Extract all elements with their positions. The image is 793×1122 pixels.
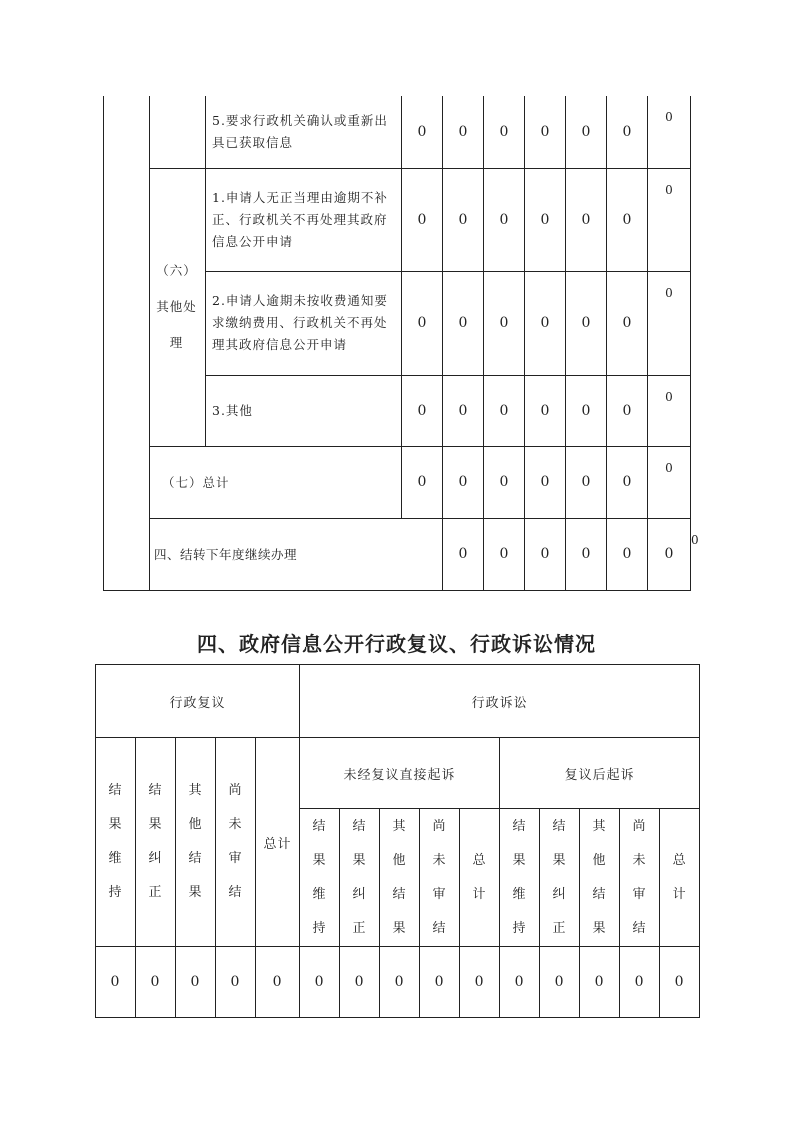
- direct-col-header-3-char: 结: [392, 886, 407, 902]
- other-processing-category: （六）其他处理: [150, 168, 206, 446]
- direct-col-header-3-char: 他: [392, 852, 407, 868]
- review-col-header-1-char: 维: [108, 851, 123, 866]
- after-col-header-4-char: 未: [632, 852, 647, 868]
- total-value-5: 0: [566, 446, 607, 518]
- processing-results-body: [104, 96, 699, 590]
- review-col-header-1-char: 果: [108, 817, 123, 832]
- result-value-1: 0: [96, 947, 136, 1018]
- result-value-7: 0: [340, 947, 380, 1018]
- after-col-header-3-char: 他: [592, 852, 607, 868]
- direct-col-header-2-char: 正: [352, 920, 367, 936]
- other-processing-2-note-value: 0: [665, 285, 673, 300]
- direct-col-header-2: [340, 809, 380, 947]
- review-litigation-table: [95, 664, 700, 1018]
- row-confirm-value-5: 0: [566, 96, 607, 168]
- result-value-5: 0: [256, 947, 300, 1018]
- table-row: [104, 96, 691, 168]
- review-col-header-1-char: 结: [108, 783, 123, 798]
- other-processing-3-value-6: 0: [607, 375, 648, 446]
- row-confirm-note-value: 0: [665, 110, 673, 124]
- total-note-value: 0: [665, 460, 673, 475]
- after-col-header-4-char: 尚: [632, 818, 647, 834]
- result-value-9: 0: [420, 947, 460, 1018]
- after-col-header-2-char: 果: [552, 852, 567, 868]
- other-processing-2-value-1: 0: [402, 271, 443, 375]
- other-processing-label-3: 3.其他: [206, 375, 402, 446]
- result-value-13: 0: [580, 947, 620, 1018]
- review-col-header-1-char: 持: [108, 885, 123, 900]
- direct-col-header-1: [300, 809, 340, 947]
- after-col-header-2: [540, 809, 580, 947]
- total-label: （七）总计: [150, 446, 402, 518]
- result-value-4: 0: [216, 947, 256, 1018]
- review-col-header-4-char: 尚: [228, 783, 243, 798]
- carry-over-value-6: 0: [648, 518, 691, 590]
- after-col-header-4: [620, 809, 660, 947]
- row-confirm-value-3: 0: [484, 96, 525, 168]
- direct-col-header-2-char: 结: [352, 818, 367, 834]
- other-processing-1-note: [648, 168, 691, 271]
- carry-over-value-2: 0: [484, 518, 525, 590]
- table-row: [104, 446, 691, 518]
- row-confirm-note: [648, 96, 691, 168]
- after-col-header-1-char: 维: [512, 886, 527, 902]
- direct-col-header-1-char: 维: [312, 886, 327, 902]
- other-processing-2-value-6: 0: [607, 271, 648, 375]
- after-col-header-5: [660, 809, 700, 947]
- direct-col-header-1-char: 持: [312, 920, 327, 936]
- review-col-header-3-char: 结: [188, 851, 203, 866]
- after-col-header-5-char: 总: [672, 852, 687, 868]
- row-confirm-value-2: 0: [443, 96, 484, 168]
- row-confirm-label: 5.要求行政机关确认或重新出具已获取信息: [206, 96, 402, 168]
- after-col-header-3-char: 其: [592, 818, 607, 834]
- carry-over-value-4: 0: [566, 518, 607, 590]
- result-value-12: 0: [540, 947, 580, 1018]
- direct-col-header-3-char: 其: [392, 818, 407, 834]
- review-col-header-2: [136, 738, 176, 947]
- processing-results-table: [103, 96, 699, 591]
- other-processing-3-value-1: 0: [402, 375, 443, 446]
- total-value-2: 0: [443, 446, 484, 518]
- other-processing-1-note-value: 0: [665, 182, 673, 197]
- total-value-1: 0: [402, 446, 443, 518]
- table-row: [104, 168, 691, 271]
- review-col-header-4: [216, 738, 256, 947]
- result-value-11: 0: [500, 947, 540, 1018]
- other-processing-1-value-5: 0: [566, 168, 607, 271]
- other-processing-label-1: 1.申请人无正当理由逾期不补正、行政机关不再处理其政府信息公开申请: [206, 168, 402, 271]
- direct-col-header-1-char: 结: [312, 818, 327, 834]
- carry-over-label: 四、结转下年度继续办理: [150, 518, 443, 590]
- section-title: 四、政府信息公开行政复议、行政诉讼情况: [197, 632, 596, 656]
- other-processing-1-value-1: 0: [402, 168, 443, 271]
- after-col-header-2-char: 正: [552, 920, 567, 936]
- result-value-15: 0: [660, 947, 700, 1018]
- review-header: 行政复议: [96, 665, 300, 738]
- after-col-header-4-char: 审: [632, 886, 647, 902]
- result-value-6: 0: [300, 947, 340, 1018]
- review-col-header-3-char: 果: [188, 885, 203, 900]
- direct-col-header-4-char: 尚: [432, 818, 447, 834]
- direct-col-header-3-char: 果: [392, 920, 407, 936]
- review-col-header-3-char: 他: [188, 817, 203, 832]
- direct-col-header-4-char: 未: [432, 852, 447, 868]
- result-value-14: 0: [620, 947, 660, 1018]
- direct-col-header-4-char: 审: [432, 886, 447, 902]
- other-processing-2-value-3: 0: [484, 271, 525, 375]
- other-processing-3-value-2: 0: [443, 375, 484, 446]
- row-confirm-value-4: 0: [525, 96, 566, 168]
- row-confirm-value-6: 0: [607, 96, 648, 168]
- review-col-header-2-char: 纠: [148, 851, 163, 866]
- review-col-header-2-char: 正: [148, 885, 163, 900]
- litigation-header: 行政诉讼: [300, 665, 700, 738]
- other-processing-1-value-4: 0: [525, 168, 566, 271]
- after-col-header-3-char: 果: [592, 920, 607, 936]
- total-value-3: 0: [484, 446, 525, 518]
- review-col-header-2-char: 结: [148, 783, 163, 798]
- direct-col-header-5-char: 计: [472, 886, 487, 902]
- total-value-4: 0: [525, 446, 566, 518]
- direct-col-header-1-char: 果: [312, 852, 327, 868]
- after-col-header-1: [500, 809, 540, 947]
- review-col-header-4-char: 审: [228, 851, 243, 866]
- after-review-header: 复议后起诉: [500, 738, 700, 809]
- other-processing-3-value-3: 0: [484, 375, 525, 446]
- result-value-2: 0: [136, 947, 176, 1018]
- other-processing-3-value-4: 0: [525, 375, 566, 446]
- direct-col-header-4: [420, 809, 460, 947]
- review-litigation-body: [96, 665, 700, 1018]
- other-processing-label-2: 2.申请人逾期未按收费通知要求缴纳费用、行政机关不再处理其政府信息公开申请: [206, 271, 402, 375]
- direct-col-header-5: [460, 809, 500, 947]
- direct-col-header-2-char: 纠: [352, 886, 367, 902]
- result-value-10: 0: [460, 947, 500, 1018]
- other-processing-1-value-2: 0: [443, 168, 484, 271]
- review-col-header-4-char: 结: [228, 885, 243, 900]
- review-col-header-3-char: 其: [188, 783, 203, 798]
- after-col-header-1-char: 果: [512, 852, 527, 868]
- direct-col-header-3: [380, 809, 420, 947]
- other-processing-3-note: [648, 375, 691, 446]
- direct-col-header-5-char: 总: [472, 852, 487, 868]
- review-col-header-1: [96, 738, 136, 947]
- direct-col-header-2-char: 果: [352, 852, 367, 868]
- after-col-header-1-char: 结: [512, 818, 527, 834]
- result-value-3: 0: [176, 947, 216, 1018]
- review-total-header: 总计: [256, 738, 300, 947]
- after-col-header-4-char: 结: [632, 920, 647, 936]
- total-note: [648, 446, 691, 518]
- other-processing-1-value-3: 0: [484, 168, 525, 271]
- table-row: 四、结转下年度继续办理 0 0 0 0 0 0 0: [104, 518, 691, 590]
- review-col-header-2-char: 果: [148, 817, 163, 832]
- other-processing-3-note-value: 0: [665, 389, 673, 404]
- after-col-header-5-char: 计: [672, 886, 687, 902]
- after-col-header-3: [580, 809, 620, 947]
- after-col-header-2-char: 纠: [552, 886, 567, 902]
- other-processing-2-value-5: 0: [566, 271, 607, 375]
- direct-col-header-4-char: 结: [432, 920, 447, 936]
- total-value-6: 0: [607, 446, 648, 518]
- row-confirm-value-1: 0: [402, 96, 443, 168]
- outer-category-cell: [104, 96, 150, 590]
- other-processing-2-value-2: 0: [443, 271, 484, 375]
- category-cell-blank: [150, 96, 206, 168]
- after-col-header-1-char: 持: [512, 920, 527, 936]
- carry-over-value-3: 0: [525, 518, 566, 590]
- carry-over-value-5: 0: [607, 518, 648, 590]
- review-col-header-3: [176, 738, 216, 947]
- other-processing-2-note: [648, 271, 691, 375]
- other-processing-3-value-5: 0: [566, 375, 607, 446]
- direct-suit-header: 未经复议直接起诉: [300, 738, 500, 809]
- result-value-8: 0: [380, 947, 420, 1018]
- other-processing-1-value-6: 0: [607, 168, 648, 271]
- after-col-header-3-char: 结: [592, 886, 607, 902]
- review-col-header-4-char: 未: [228, 817, 243, 832]
- carry-over-value-1: 0: [443, 518, 484, 590]
- after-col-header-2-char: 结: [552, 818, 567, 834]
- other-processing-2-value-4: 0: [525, 271, 566, 375]
